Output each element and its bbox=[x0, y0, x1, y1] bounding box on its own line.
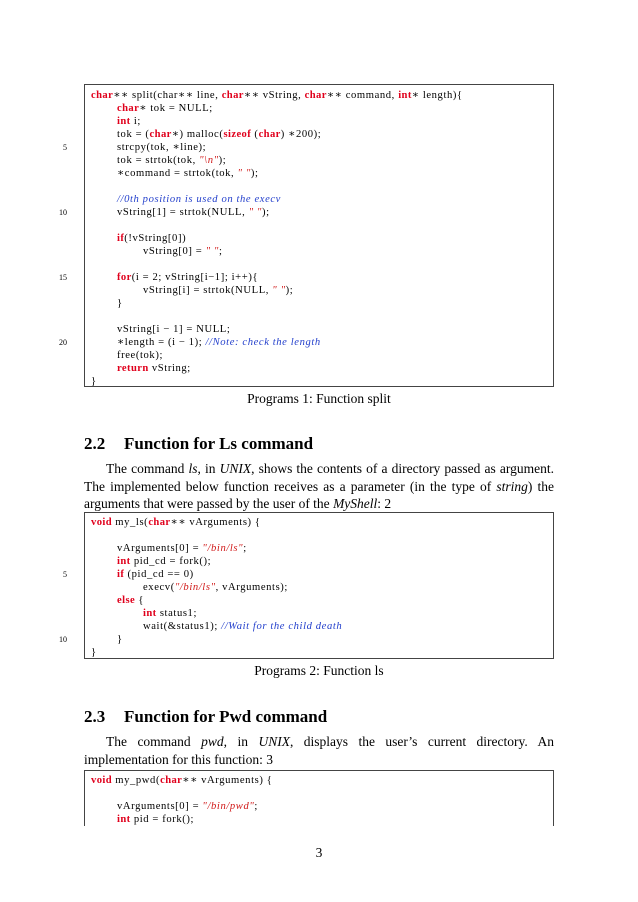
code-line bbox=[59, 336, 553, 349]
paragraph-pwd bbox=[84, 733, 554, 768]
code-token: strcpy(tok, ∗line); bbox=[117, 142, 207, 153]
keyword: char bbox=[148, 517, 171, 528]
code-token: wait(&status1); bbox=[143, 621, 222, 632]
code-line bbox=[85, 154, 553, 167]
code-line bbox=[85, 375, 553, 388]
keyword: int bbox=[398, 90, 412, 101]
text: : 2 bbox=[377, 496, 392, 511]
code-token: ∗ tok = NULL; bbox=[139, 103, 213, 114]
code-line bbox=[85, 646, 553, 659]
section-number: 2.3 bbox=[84, 707, 106, 726]
code-token: ); bbox=[218, 155, 227, 166]
string-literal: " " bbox=[272, 285, 286, 296]
code-token: pid = fork(); bbox=[130, 814, 195, 825]
code-text bbox=[117, 323, 230, 336]
code-token: vString[0] = bbox=[143, 246, 206, 257]
code-text bbox=[143, 607, 197, 620]
keyword: void bbox=[91, 775, 113, 786]
code-token: my_ls( bbox=[112, 517, 149, 528]
code-token: ; bbox=[243, 543, 247, 554]
code-token: } bbox=[117, 298, 123, 309]
code-text bbox=[91, 646, 97, 659]
code-line bbox=[59, 633, 553, 646]
code-token: ; bbox=[254, 801, 258, 812]
code-token: (i = 2; vString[i−1]; i++){ bbox=[131, 272, 259, 283]
comment: //Wait for the child death bbox=[221, 621, 343, 632]
code-token: tok = strtok(tok, bbox=[117, 155, 200, 166]
code-token: vString[i] = strtok(NULL, bbox=[143, 285, 273, 296]
code-listing-ls bbox=[59, 512, 554, 659]
code-text bbox=[117, 813, 194, 826]
section-title: Function for Pwd command bbox=[124, 707, 328, 726]
code-token: ( bbox=[251, 129, 259, 140]
code-line bbox=[85, 245, 553, 258]
code-token: i; bbox=[130, 116, 141, 127]
string-literal: "\n" bbox=[199, 155, 219, 166]
code-token: execv( bbox=[143, 582, 175, 593]
code-line bbox=[85, 297, 553, 310]
keyword: char bbox=[91, 90, 114, 101]
section-number: 2.2 bbox=[84, 434, 106, 453]
keyword: char bbox=[117, 103, 140, 114]
code-line bbox=[85, 800, 553, 813]
code-text bbox=[117, 102, 213, 115]
code-token: vArguments[0] = bbox=[117, 801, 203, 812]
keyword: char bbox=[258, 129, 281, 140]
caption-ls: Programs 2: Function ls bbox=[254, 663, 384, 678]
keyword: if bbox=[117, 569, 125, 580]
code-line bbox=[85, 349, 553, 362]
code-token: vArguments[0] = bbox=[117, 543, 203, 554]
keyword: int bbox=[117, 556, 131, 567]
string-literal: "/bin/ls" bbox=[174, 582, 216, 593]
code-token: ); bbox=[261, 207, 270, 218]
code-token: ) ∗200); bbox=[280, 129, 322, 140]
keyword: int bbox=[143, 608, 157, 619]
code-token: vString; bbox=[148, 363, 191, 374]
line-number: 15 bbox=[59, 273, 67, 282]
line-number: 10 bbox=[59, 208, 67, 217]
code-line bbox=[85, 529, 553, 542]
string-literal: " " bbox=[237, 168, 251, 179]
text-ls: ls bbox=[188, 461, 198, 476]
keyword: char bbox=[160, 775, 183, 786]
code-text bbox=[91, 774, 272, 787]
code-token: ); bbox=[250, 168, 259, 179]
code-line bbox=[85, 115, 553, 128]
code-line bbox=[63, 141, 553, 154]
keyword: int bbox=[117, 116, 131, 127]
code-token: free(tok); bbox=[117, 350, 163, 361]
code-token: , vArguments); bbox=[215, 582, 288, 593]
text: The command bbox=[106, 461, 189, 476]
code-text bbox=[117, 555, 211, 568]
section-heading-ls bbox=[84, 434, 313, 454]
code-text bbox=[117, 800, 258, 813]
code-text bbox=[117, 594, 144, 607]
code-text bbox=[117, 336, 321, 349]
line-number: 5 bbox=[63, 143, 67, 152]
keyword: for bbox=[117, 272, 132, 283]
page-number: 3 bbox=[315, 845, 323, 860]
section-heading-pwd bbox=[84, 707, 327, 727]
code-token: { bbox=[135, 595, 145, 606]
keyword: return bbox=[117, 363, 149, 374]
code-line bbox=[59, 271, 553, 284]
code-token: ); bbox=[285, 285, 294, 296]
code-line bbox=[85, 581, 553, 594]
code-line bbox=[85, 362, 553, 375]
code-text bbox=[117, 206, 270, 219]
code-line bbox=[59, 206, 553, 219]
code-text bbox=[117, 141, 206, 154]
code-line bbox=[63, 568, 553, 581]
text-myshell: MyShell bbox=[333, 496, 378, 511]
code-token: pid_cd = fork(); bbox=[130, 556, 212, 567]
code-text bbox=[117, 297, 123, 310]
code-line bbox=[85, 813, 553, 826]
keyword: if bbox=[117, 233, 125, 244]
paragraph-ls bbox=[84, 460, 554, 513]
code-text bbox=[117, 232, 186, 245]
code-text bbox=[117, 115, 141, 128]
code-text bbox=[117, 568, 194, 581]
code-token: ; bbox=[218, 246, 223, 257]
code-token: ∗∗ vString, bbox=[243, 90, 305, 101]
code-token: my_pwd( bbox=[112, 775, 161, 786]
section-title: Function for Ls command bbox=[124, 434, 314, 453]
text: ) the arguments that were passed by the user of the bbox=[84, 478, 554, 511]
text: , shows the contents of a directory passed as argument. The implemented below function receives as a parameter (in the type of bbox=[84, 461, 554, 494]
code-text bbox=[117, 128, 321, 141]
code-token: ∗length = (i − 1); bbox=[117, 337, 206, 348]
text: , in bbox=[197, 461, 220, 476]
code-text bbox=[143, 620, 342, 633]
keyword: int bbox=[117, 814, 131, 825]
code-token: ∗∗ vArguments) { bbox=[182, 775, 273, 786]
code-token: (!vString[0]) bbox=[124, 233, 187, 244]
code-text bbox=[117, 271, 258, 284]
code-text bbox=[117, 633, 123, 646]
code-line bbox=[85, 607, 553, 620]
code-listing-split bbox=[59, 84, 554, 387]
code-token: ∗∗ split(char∗∗ line, bbox=[113, 90, 222, 101]
caption-split: Programs 1: Function split bbox=[247, 391, 391, 406]
keyword: else bbox=[117, 595, 136, 606]
code-line bbox=[85, 620, 553, 633]
code-token: ∗ length){ bbox=[411, 90, 463, 101]
code-text bbox=[117, 349, 163, 362]
code-token: tok = ( bbox=[117, 129, 150, 140]
code-line bbox=[85, 193, 553, 206]
keyword: char bbox=[221, 90, 244, 101]
keyword: sizeof bbox=[223, 129, 252, 140]
code-token: ∗command = strtok(tok, bbox=[117, 168, 238, 179]
line-number: 5 bbox=[63, 570, 67, 579]
code-line bbox=[85, 594, 553, 607]
code-line bbox=[85, 555, 553, 568]
code-listing-pwd bbox=[84, 770, 554, 826]
code-text bbox=[91, 375, 97, 388]
code-line bbox=[85, 774, 553, 787]
text: , in bbox=[223, 734, 259, 749]
text: , displays the user’s current directory. An implementation for this function: 3 bbox=[84, 734, 554, 767]
code-text bbox=[143, 245, 223, 258]
keyword: char bbox=[304, 90, 327, 101]
code-line bbox=[85, 89, 553, 102]
comment: //0th position is used on the execv bbox=[117, 194, 281, 205]
code-line bbox=[85, 310, 553, 323]
code-line bbox=[85, 323, 553, 336]
code-line bbox=[85, 102, 553, 115]
string-literal: "/bin/pwd" bbox=[202, 801, 255, 812]
code-text bbox=[117, 362, 191, 375]
keyword: void bbox=[91, 517, 113, 528]
code-token: } bbox=[117, 634, 123, 645]
string-literal: " " bbox=[248, 207, 262, 218]
code-text bbox=[91, 516, 261, 529]
code-line bbox=[85, 284, 553, 297]
text-pwd: pwd bbox=[201, 734, 224, 749]
string-literal: " " bbox=[205, 246, 219, 257]
code-token: ∗∗ vArguments) { bbox=[170, 517, 261, 528]
text-unix: UNIX bbox=[219, 461, 252, 476]
code-line bbox=[85, 128, 553, 141]
text-string: string bbox=[496, 478, 528, 494]
text-unix: UNIX bbox=[258, 734, 290, 749]
code-token: ∗∗ command, bbox=[326, 90, 399, 101]
code-line bbox=[85, 542, 553, 555]
code-line bbox=[85, 232, 553, 245]
code-token: status1; bbox=[156, 608, 197, 619]
code-line bbox=[85, 219, 553, 232]
code-token: } bbox=[91, 376, 97, 387]
code-token: ∗) malloc( bbox=[171, 129, 224, 140]
code-line bbox=[85, 787, 553, 800]
code-text bbox=[117, 193, 281, 206]
code-token: vString[1] = strtok(NULL, bbox=[117, 207, 249, 218]
code-text bbox=[117, 542, 247, 555]
line-number: 20 bbox=[59, 338, 67, 347]
code-text bbox=[143, 284, 293, 297]
code-text bbox=[117, 154, 226, 167]
comment: //Note: check the length bbox=[205, 337, 321, 348]
code-text bbox=[117, 167, 259, 180]
code-token: vString[i − 1] = NULL; bbox=[117, 324, 231, 335]
code-line bbox=[85, 180, 553, 193]
keyword: char bbox=[149, 129, 172, 140]
code-line bbox=[85, 516, 553, 529]
code-line bbox=[85, 258, 553, 271]
code-token: } bbox=[91, 647, 97, 658]
code-token: (pid_cd == 0) bbox=[124, 569, 194, 580]
text: The command bbox=[106, 734, 202, 749]
line-number: 10 bbox=[59, 635, 67, 644]
code-text bbox=[143, 581, 288, 594]
code-line bbox=[85, 167, 553, 180]
code-text bbox=[91, 89, 463, 102]
string-literal: "/bin/ls" bbox=[202, 543, 244, 554]
